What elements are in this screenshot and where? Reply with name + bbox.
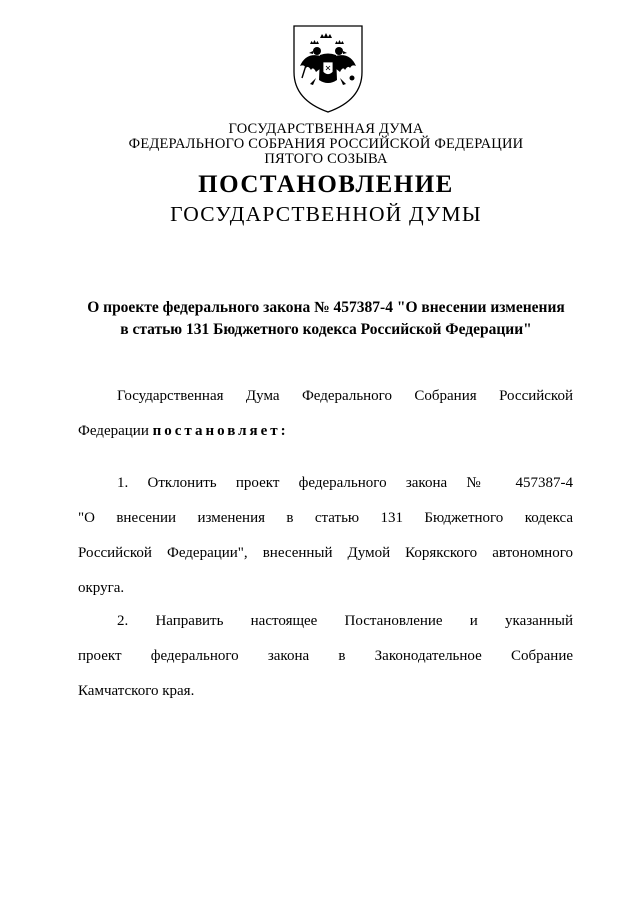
item2-line-2: проект федерального закона в Законодательное Собрание — [78, 648, 573, 664]
document-subtitle: ГОСУДАРСТВЕННОЙ ДУМЫ — [170, 202, 482, 226]
heading-line-1: О проекте федерального закона № 457387-4 "О внесении изменения — [87, 299, 565, 316]
header-line-federal-assembly: ФЕДЕРАЛЬНОГО СОБРАНИЯ РОССИЙСКОЙ ФЕДЕРАЦИИ — [128, 136, 524, 152]
item2-line-1: 2. Направить настоящее Постановление и указанный — [117, 613, 573, 629]
coat-of-arms-icon — [290, 22, 366, 114]
document-heading — [70, 297, 582, 341]
intro-line-1: Государственная Дума Федерального Собрания Российской — [117, 388, 573, 404]
intro-federation-word: Федерации — [78, 423, 149, 439]
decree-word: постановляет: — [152, 423, 289, 439]
heading-line-2: в статью 131 Бюджетного кодекса Российской Федерации" — [120, 321, 532, 338]
item1-line-4: округа. — [78, 580, 125, 596]
document-title: ПОСТАНОВЛЕНИЕ — [198, 171, 454, 198]
item1-line-2: "О внесении изменения в статью 131 Бюджетного кодекса — [78, 510, 573, 526]
header-line-convocation: ПЯТОГО СОЗЫВА — [264, 151, 388, 167]
intro-line-2 — [78, 422, 573, 440]
item1-line-3: Российской Федерации", внесенный Думой Корякского автономного — [78, 545, 573, 561]
header-line-duma: ГОСУДАРСТВЕННАЯ ДУМА — [228, 121, 424, 137]
item2-line-3: Камчатского края. — [78, 683, 195, 699]
item1-line-1: 1. Отклонить проект федерального закона № 457387-4 — [117, 475, 573, 491]
